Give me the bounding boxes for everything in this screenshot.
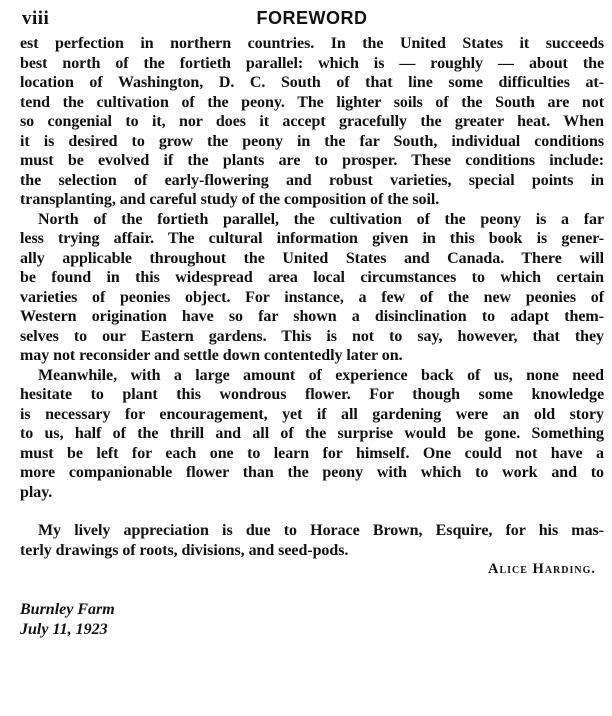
text-line: to us, half of the thrill and all of the surprise would be gone. Something <box>20 425 604 442</box>
text-line: transplanting, and careful study of the composition of the soil. <box>20 191 440 208</box>
text-line: more companionable flower than the peony with which to work and to <box>20 464 604 481</box>
date-line: July 11, 1923 <box>20 620 108 638</box>
paragraph-gap <box>20 502 604 521</box>
text-line: est perfection in northern countries. In the United States it succeeds <box>20 35 604 52</box>
body-text <box>20 34 604 560</box>
text-line: may not reconsider and settle down contentedly later on. <box>20 347 403 364</box>
text-line: be found in this widespread area local circumstances to which certain <box>20 269 604 286</box>
text-line: less trying affair. The cultural information given in this book is gener- <box>20 230 604 247</box>
text-line: must be evolved if the plants are to prosper. These conditions include: <box>20 152 604 169</box>
running-head-title: FOREWORD <box>256 8 368 28</box>
text-line: terly drawings of roots, divisions, and seed-pods. <box>20 541 349 559</box>
text-line: so congenial to it, nor does it accept gracefully the greater heat. When <box>20 113 604 130</box>
text-line: tend the cultivation of the peony. The lighter soils of the South are not <box>20 93 604 111</box>
document-page <box>20 6 604 640</box>
text-line: selves to our Eastern gardens. This is not to say, however, that they <box>20 327 604 345</box>
paragraph <box>20 210 604 366</box>
text-line: Western origination have so far shown a disinclination to adapt them- <box>20 308 604 325</box>
paragraph <box>20 366 604 503</box>
text-line: must be left for each one to learn for himself. One could not have a <box>20 444 604 462</box>
text-line: North of the fortieth parallel, the cultivation of the peony is a far <box>38 210 604 228</box>
text-line: play. <box>20 483 53 501</box>
place-date-block <box>20 600 604 640</box>
page-header <box>20 6 604 34</box>
text-line: location of Washington, D. C. South of that line some difficulties at- <box>20 74 604 91</box>
signature: Alice Harding. <box>487 561 596 577</box>
place-line: Burnley Farm <box>20 600 115 618</box>
text-line: the selection of early-flowering and robust varieties, special points in <box>20 171 604 189</box>
paragraph <box>20 521 604 560</box>
text-line: ally applicable throughout the United States and Canada. There will <box>20 249 604 267</box>
text-line: hesitate to plant this wondrous flower. For though some knowledge <box>20 386 604 403</box>
text-line: varieties of peonies object. For instance, a few of the new peonies of <box>20 288 604 306</box>
page-number: viii <box>22 8 50 29</box>
text-line: it is desired to grow the peony in the far South, individual conditions <box>20 132 604 150</box>
text-line: best north of the fortieth parallel: which is — roughly — about the <box>20 54 604 72</box>
text-line: is necessary for encouragement, yet if all gardening were an old story <box>20 405 604 423</box>
text-line: My lively appreciation is due to Horace Brown, Esquire, for his mas- <box>38 522 604 539</box>
paragraph <box>20 34 604 210</box>
text-line: Meanwhile, with a large amount of experience back of us, none need <box>38 366 604 384</box>
